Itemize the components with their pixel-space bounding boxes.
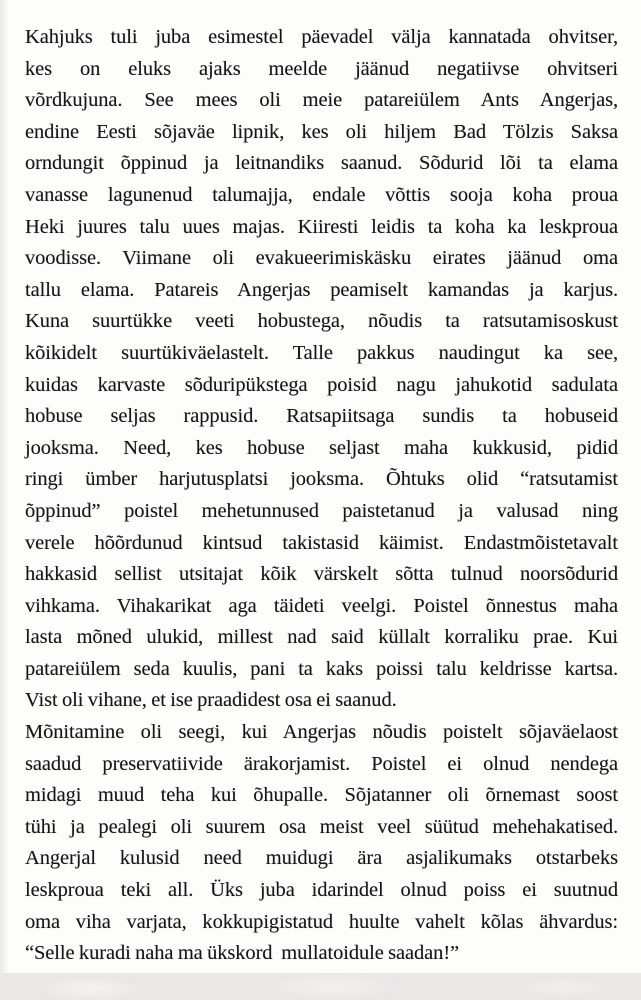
text-line: kuidas karvaste sõduripükstega poisid nagu jahukotid sadulata [25, 373, 618, 396]
text-line: “Selle kuradi naha ma ükskord mullatoidule saadan!” [25, 942, 460, 965]
text-line: hakkasid sellist utsitajat kõik värskelt sõtta tulnud noorsõdurid [25, 563, 618, 586]
text-line: tühi ja pealegi oli suurem osa meist veel süütud mehehakatised. [25, 815, 618, 838]
text-line: midagi muud teha kui õhupalle. Sõjatanner oli õrnemast soost [25, 784, 618, 807]
text-line: vihkama. Vihakarikat aga täideti veelgi. Poistel õnnestus maha [25, 594, 618, 617]
text-line: lasta mõned ulukid, millest nad said küllalt korraliku prae. Kui [25, 626, 618, 649]
text-line: tallu elama. Patareis Angerjas peamiselt kamandas ja karjus. [25, 278, 618, 301]
text-line: leskproua teki all. Üks juba idarindel olnud poiss ei suutnud [25, 879, 618, 902]
text-line: jooksma. Need, kes hobuse seljast maha kukkusid, pidid [25, 436, 618, 459]
text-line: voodisse. Viimane oli evakueerimiskäsku eirates jäänud oma [25, 247, 618, 270]
text-line: saadud preservatiivide ärakorjamist. Poistel ei olnud nendega [25, 752, 618, 775]
page-bottom-edge [0, 973, 641, 1000]
page-left-edge-shading [0, 0, 9, 1000]
text-block [25, 22, 618, 970]
text-line: õppinud” poistel mehetunnused paistetanud ja valusad ning [25, 499, 618, 522]
text-line: Heki juures talu uues majas. Kiiresti leidis ta koha ka leskproua [25, 215, 618, 238]
text-line: ringi ümber harjutusplatsi jooksma. Õhtuks olid “ratsutamist [25, 468, 618, 491]
text-line: Kahjuks tuli juba esimestel päevadel välja kannatada ohvitser, [25, 26, 618, 48]
text-line: Mõnitamine oli seegi, kui Angerjas nõudis poistelt sõjaväelaost [25, 721, 618, 744]
text-line: hobuse seljas rappusid. Ratsapiitsaga sundis ta hobuseid [25, 405, 618, 428]
text-line: endine Eesti sõjaväe lipnik, kes oli hiljem Bad Tölzis Saksa [25, 120, 618, 143]
text-line: Kuna suurtükke veeti hobustega, nõudis ta ratsutamisoskust [25, 310, 618, 333]
paragraph-1 [25, 22, 618, 717]
text-line: Angerjal kulusid need muidugi ära asjalikumaks otstarbeks [25, 847, 618, 870]
paragraph-2 [25, 717, 618, 970]
text-line: vanasse lagunenud talumajja, endale võttis sooja koha proua [25, 183, 618, 206]
text-line: verele hõõrdunud kintsud takistasid käimist. Endastmõistetavalt [25, 531, 618, 554]
text-line: kes on eluks ajaks meelde jäänud negatiivse ohvitseri [25, 57, 618, 80]
text-line: võrdkujuna. See mees oli meie patareiülem Ants Angerjas, [25, 89, 618, 112]
text-line: patareiülem seda kuulis, pani ta kaks poissi talu keldrisse kartsa. [25, 657, 618, 680]
text-line: Vist oli vihane, et ise praadidest osa ei saanud. [25, 689, 397, 712]
text-line: orndungit õppinud ja leitnandiks saanud. Sõdurid lõi ta elama [25, 152, 618, 175]
text-line: kõikidelt suurtükiväelastelt. Talle pakkus naudingut ka see, [25, 341, 618, 364]
text-line: oma viha varjata, kokkupigistatud huulte vahelt kõlas ähvardus: [25, 910, 618, 933]
